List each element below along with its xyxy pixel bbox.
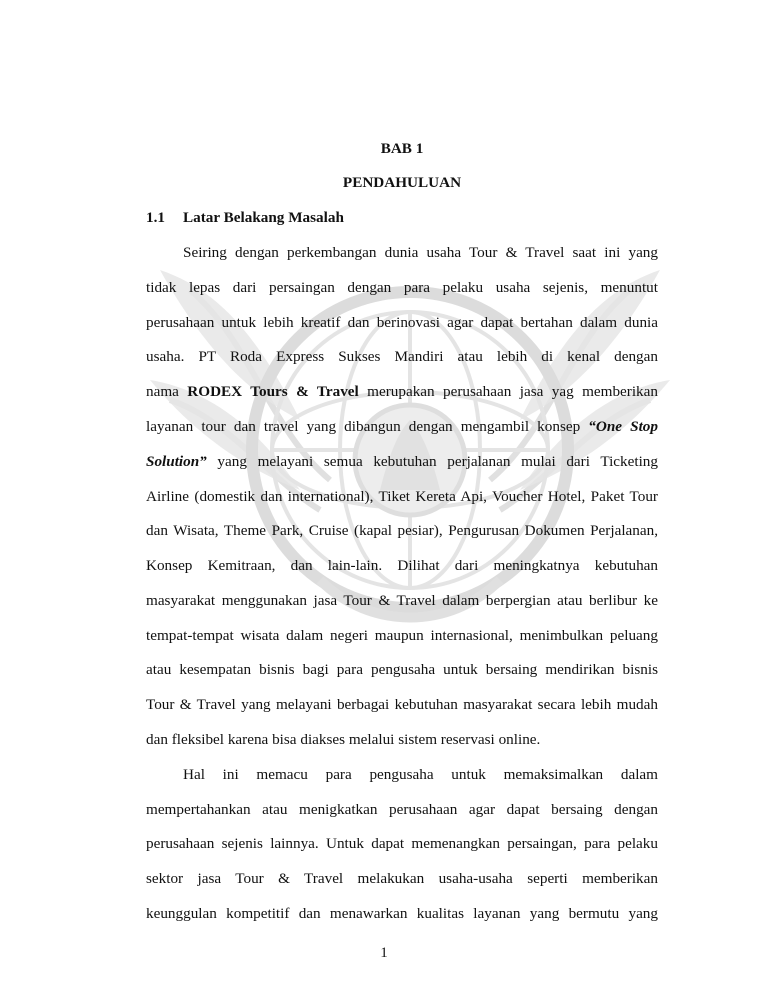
text-run: yang melayani semua kebutuhan perjalanan mulai dari Ticketing [206, 453, 658, 470]
paragraph-2-line-5: keunggulan kompetitif dan menawarkan kualitas layanan yang bermutu yang [146, 905, 658, 922]
paragraph-2-line-4: sektor jasa Tour & Travel melakukan usaha-usaha seperti memberikan [146, 870, 658, 887]
paragraph-1-line-6 [146, 418, 658, 436]
paragraph-1-line-15: dan fleksibel karena bisa diakses melalui sistem reservasi online. [146, 731, 541, 748]
page-number: 1 [380, 945, 388, 961]
paragraph-1-line-7 [146, 453, 658, 471]
company-brand-name: RODEX Tours & Travel [187, 383, 359, 400]
paragraph-2-line-3: perusahaan sejenis lainnya. Untuk dapat memenangkan persaingan, para pelaku [146, 835, 658, 852]
section-title: Latar Belakang Masalah [183, 209, 344, 226]
text-run: layanan tour dan travel yang dibangun dengan mengambil konsep [146, 418, 589, 435]
paragraph-1-line-11: masyarakat menggunakan jasa Tour & Travel dalam berpergian atau berlibur ke [146, 592, 658, 609]
slogan-part-1: “One Stop [588, 418, 658, 435]
chapter-label: BAB 1 [380, 140, 424, 157]
paragraph-1-line-5 [146, 383, 658, 401]
paragraph-1-line-14: Tour & Travel yang melayani berbagai kebutuhan masyarakat secara lebih mudah [146, 696, 658, 713]
paragraph-1-line-3: perusahaan untuk lebih kreatif dan berinovasi agar dapat bertahan dalam dunia [146, 314, 658, 331]
paragraph-1-line-2: tidak lepas dari persaingan dengan para pelaku usaha sejenis, menuntut [146, 279, 658, 296]
slogan-part-2: Solution” [146, 453, 207, 470]
text-run: nama [146, 383, 188, 400]
paragraph-1-line-10: Konsep Kemitraan, dan lain-lain. Dilihat dari meningkatnya kebutuhan [146, 557, 658, 574]
text-run: merupakan perusahaan jasa yag memberikan [358, 383, 658, 400]
paragraph-1-line-12: tempat-tempat wisata dalam negeri maupun internasional, menimbulkan peluang [146, 627, 658, 644]
paragraph-1-line-1: Seiring dengan perkembangan dunia usaha Tour & Travel saat ini yang [183, 244, 658, 261]
paragraph-1-line-13: atau kesempatan bisnis bagi para pengusaha untuk bersaing mendirikan bisnis [146, 661, 658, 678]
paragraph-1-line-8: Airline (domestik dan international), Tiket Kereta Api, Voucher Hotel, Paket Tour [146, 488, 658, 505]
paragraph-1-line-4: usaha. PT Roda Express Sukses Mandiri atau lebih di kenal dengan [146, 348, 658, 365]
section-heading [146, 209, 344, 227]
paragraph-1-line-9: dan Wisata, Theme Park, Cruise (kapal pesiar), Pengurusan Dokumen Perjalanan, [146, 522, 658, 539]
chapter-title: PENDAHULUAN [342, 174, 462, 191]
section-number: 1.1 [146, 209, 165, 226]
paragraph-2-line-1: Hal ini memacu para pengusaha untuk memaksimalkan dalam [183, 766, 658, 783]
paragraph-2-line-2: mempertahankan atau menigkatkan perusahaan agar dapat bersaing dengan [146, 801, 658, 818]
